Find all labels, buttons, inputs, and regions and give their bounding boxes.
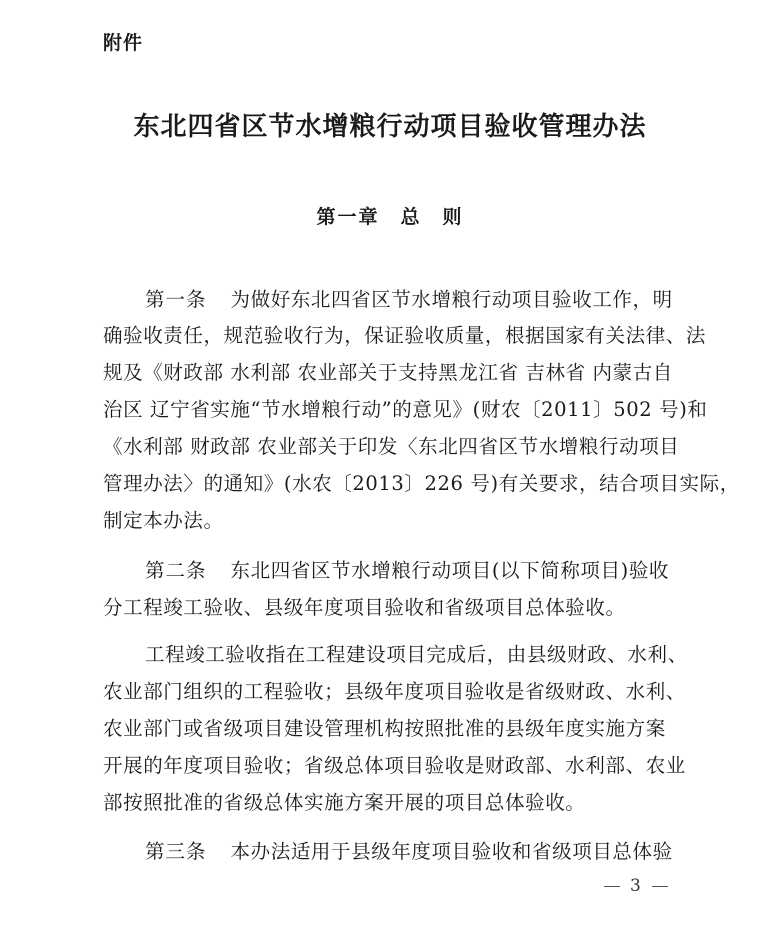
article1-first-line <box>145 286 735 314</box>
dash-left <box>604 886 620 887</box>
article2-head: 第二条 <box>145 559 207 582</box>
page-number-value: 3 <box>630 876 642 896</box>
chapter-title: 第一章 总 则 <box>316 206 464 228</box>
attachment-label: 附件 <box>103 32 144 54</box>
paragraph3-line: 农业部门或省级项目建设管理机构按照批准的县级年度实施方案 <box>103 717 666 740</box>
article1-line: 为做好东北四省区节水增粮行动项目验收工作，明 <box>230 288 673 311</box>
article1-head: 第一条 <box>145 288 207 311</box>
document-title: 东北四省区节水增粮行动项目验收管理办法 <box>133 112 647 142</box>
article3-head: 第三条 <box>145 840 207 863</box>
paragraph3-line: 工程竣工验收指在工程建设项目完成后，由县级财政、水利、 <box>145 643 688 666</box>
article2-line: 分工程竣工验收、县级年度项目验收和省级项目总体验收。 <box>103 596 626 619</box>
article2-first-line <box>145 557 735 585</box>
article3-first-line <box>145 838 735 866</box>
paragraph3-line: 部按照批准的省级总体实施方案开展的项目总体验收。 <box>103 791 586 814</box>
article3-line: 本办法适用于县级年度项目验收和省级项目总体验 <box>230 840 673 863</box>
page-number <box>594 876 678 896</box>
article1-line: 规及《财政部 水利部 农业部关于支持黑龙江省 吉林省 内蒙古自 <box>103 361 673 384</box>
article1-line: 《水利部 财政部 农业部关于印发〈东北四省区节水增粮行动项目 <box>103 435 680 458</box>
article1-line: 治区 辽宁省实施“节水增粮行动”的意见》(财农〔2011〕502 号)和 <box>103 398 708 421</box>
dash-right <box>652 886 668 887</box>
article1-line: 管理办法〉的通知》(水农〔2013〕226 号)有关要求，结合项目实际， <box>103 472 740 495</box>
article1-line: 确验收责任，规范验收行为，保证验收质量，根据国家有关法律、法 <box>103 324 707 347</box>
article2-line: 东北四省区节水增粮行动项目(以下简称项目)验收 <box>230 559 670 582</box>
article1-line: 制定本办法。 <box>103 509 224 532</box>
paragraph3-line: 农业部门组织的工程验收；县级年度项目验收是省级财政、水利、 <box>103 680 686 703</box>
paragraph3-line: 开展的年度项目验收；省级总体项目验收是财政部、水利部、农业 <box>103 754 686 777</box>
